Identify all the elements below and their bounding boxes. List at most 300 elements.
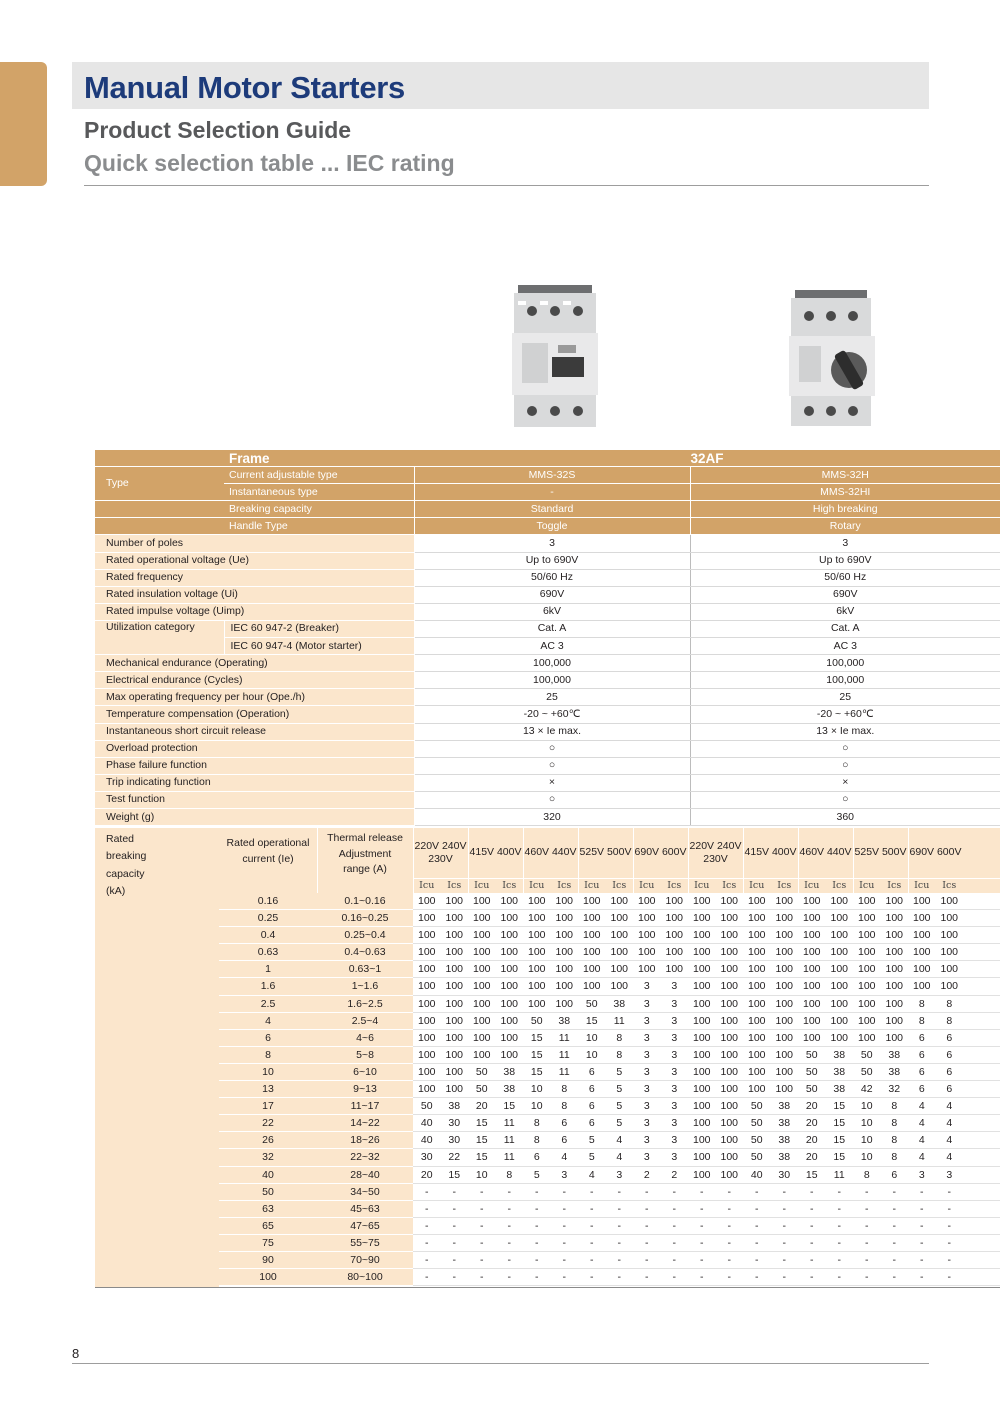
icu-label: Icu — [639, 880, 655, 891]
capacity-cell: 6 — [946, 1048, 953, 1061]
rated-current-cell: 50 — [219, 1184, 317, 1201]
capacity-cell: 15 — [585, 1014, 598, 1027]
capacity-cell: - — [452, 1202, 456, 1215]
spec-row: Trip indicating function × × — [95, 774, 1000, 791]
capacity-cell: - — [480, 1202, 484, 1215]
capacity-cell: 32 — [888, 1083, 901, 1096]
capacity-cell: 100 — [830, 963, 849, 976]
capacity-cell: - — [645, 1219, 649, 1232]
capacity-cell: 100 — [610, 929, 629, 942]
capacity-cell: 100 — [417, 912, 436, 925]
capacity-cell: 100 — [472, 997, 491, 1010]
capacity-cell: - — [782, 1253, 786, 1266]
thermal-range-cell: 55~75 — [317, 1235, 413, 1252]
capacity-cell: 100 — [885, 1014, 904, 1027]
thermal-range-cell: 6~10 — [317, 1064, 413, 1081]
capacity-cell: 100 — [857, 980, 876, 993]
capacity-cell: 100 — [720, 1014, 739, 1027]
thermal-range-cell: 4~6 — [317, 1030, 413, 1047]
capacity-cell: - — [700, 1202, 704, 1215]
capacity-cell: 3 — [671, 1014, 678, 1027]
capacity-cell: - — [562, 1236, 566, 1249]
capacity-cell: 50 — [530, 1014, 543, 1027]
capacity-cell: 100 — [885, 946, 904, 959]
capacity-cell: - — [865, 1185, 869, 1198]
capacity-cell: - — [920, 1202, 924, 1215]
capacity-cell: 100 — [500, 946, 519, 959]
rated-current-header: Rated operational current (Ie) — [226, 837, 310, 865]
capacity-cell: 100 — [692, 895, 711, 907]
capacity-cell: 8 — [946, 997, 953, 1010]
capacity-cell: 100 — [747, 929, 766, 942]
capacity-cell: 5 — [588, 1151, 595, 1164]
breaking-capacity-row — [219, 1184, 1000, 1201]
capacity-cell: - — [590, 1202, 594, 1215]
icu-label: Icu — [859, 880, 875, 891]
page-title: Manual Motor Starters — [84, 70, 405, 105]
capacity-cell: - — [425, 1253, 429, 1266]
capacity-cell: - — [590, 1271, 594, 1284]
breaking-capacity-row — [219, 1218, 1000, 1235]
capacity-cell: 100 — [720, 895, 739, 907]
ics-label: Ics — [447, 880, 462, 891]
capacity-cell: 4 — [588, 1168, 595, 1181]
capacity-cell: - — [947, 1202, 951, 1215]
thermal-range-cell: 11~17 — [317, 1098, 413, 1115]
capacity-cell: 6 — [946, 1065, 953, 1078]
capacity-cell: 100 — [500, 980, 519, 993]
capacity-cell: 100 — [720, 1065, 739, 1078]
capacity-cell: 11 — [833, 1168, 845, 1181]
capacity-cell: 4 — [561, 1151, 568, 1164]
breaking-capacity-row — [219, 1235, 1000, 1252]
capacity-cell: 100 — [637, 946, 656, 959]
capacity-cell: 15 — [833, 1117, 846, 1130]
capacity-cell: 100 — [665, 946, 684, 959]
thermal-range-cell: 0.25~0.4 — [317, 927, 413, 944]
capacity-cell: - — [617, 1185, 621, 1198]
capacity-cell: 100 — [445, 997, 464, 1010]
capacity-cell: - — [755, 1236, 759, 1249]
capacity-cell: 100 — [912, 912, 931, 925]
capacity-cell: 38 — [833, 1065, 846, 1078]
capacity-cell: - — [920, 1185, 924, 1198]
capacity-cell: - — [645, 1185, 649, 1198]
capacity-cell: 100 — [775, 1065, 794, 1078]
capacity-cell: 100 — [940, 963, 959, 976]
capacity-cell: - — [865, 1202, 869, 1215]
capacity-cell: 3 — [643, 1065, 650, 1078]
capacity-cell: 20 — [475, 1100, 488, 1113]
rated-current-cell: 8 — [219, 1047, 317, 1064]
capacity-cell: 100 — [555, 980, 574, 993]
breaking-capacity-row — [219, 1030, 1000, 1047]
capacity-cell: - — [755, 1185, 759, 1198]
ics-label: Ics — [502, 880, 517, 891]
capacity-cell: 100 — [802, 963, 821, 976]
capacity-cell: 100 — [417, 1065, 436, 1078]
capacity-cell: - — [672, 1236, 676, 1249]
capacity-cell: 100 — [912, 980, 931, 993]
capacity-cell: 100 — [445, 946, 464, 959]
capacity-cell: 100 — [417, 963, 436, 976]
capacity-cell: 100 — [830, 1014, 849, 1027]
capacity-cell: 8 — [616, 1048, 623, 1061]
capacity-cell: - — [672, 1271, 676, 1284]
capacity-cell: 8 — [616, 1031, 623, 1044]
capacity-cell: 38 — [503, 1065, 516, 1078]
rated-current-cell: 26 — [219, 1132, 317, 1149]
capacity-cell: 100 — [885, 980, 904, 993]
capacity-cell: 6 — [891, 1168, 898, 1181]
breaking-capacity-row — [219, 1115, 1000, 1132]
capacity-cell: 100 — [555, 997, 574, 1010]
capacity-cell: 100 — [720, 1151, 739, 1164]
capacity-cell: - — [920, 1219, 924, 1232]
capacity-cell: - — [700, 1236, 704, 1249]
capacity-cell: - — [480, 1253, 484, 1266]
capacity-cell: 100 — [692, 1014, 711, 1027]
capacity-cell: - — [535, 1253, 539, 1266]
capacity-cell: - — [645, 1202, 649, 1215]
capacity-cell: 38 — [833, 1083, 846, 1096]
capacity-cell: 5 — [616, 1083, 623, 1096]
capacity-cell: 3 — [671, 1031, 678, 1044]
capacity-cell: 42 — [860, 1083, 873, 1096]
capacity-cell: 100 — [445, 1031, 464, 1044]
capacity-cell: 4 — [918, 1117, 925, 1130]
capacity-cell: 3 — [671, 1048, 678, 1061]
capacity-cell: 100 — [610, 895, 629, 907]
breaking-capacity-row — [219, 1013, 1000, 1030]
capacity-cell: 100 — [445, 895, 464, 907]
capacity-cell: - — [507, 1219, 511, 1232]
capacity-cell: 15 — [530, 1065, 543, 1078]
capacity-cell: 100 — [582, 895, 601, 907]
capacity-cell: 50 — [750, 1134, 763, 1147]
capacity-cell: - — [755, 1271, 759, 1284]
rated-current-cell: 0.63 — [219, 944, 317, 961]
capacity-cell: - — [507, 1236, 511, 1249]
capacity-cell: - — [782, 1271, 786, 1284]
spec-row: Instantaneous short circuit release 13 × Ie max. 13 × Ie max. — [95, 723, 1000, 740]
capacity-cell: 50 — [860, 1065, 873, 1078]
capacity-cell: 100 — [472, 1014, 491, 1027]
voltage-header: 220V 240V 230V — [414, 839, 467, 865]
capacity-cell: 100 — [445, 1065, 464, 1078]
capacity-cell: - — [645, 1253, 649, 1266]
capacity-cell: 100 — [720, 1048, 739, 1061]
capacity-cell: 100 — [802, 1031, 821, 1044]
capacity-cell: 30 — [420, 1151, 433, 1164]
capacity-cell: 20 — [420, 1168, 433, 1181]
capacity-cell: 5 — [616, 1065, 623, 1078]
capacity-cell: 6 — [918, 1048, 925, 1061]
capacity-cell: 100 — [417, 1083, 436, 1096]
capacity-cell: - — [947, 1185, 951, 1198]
capacity-cell: 100 — [445, 929, 464, 942]
breaking-capacity-row — [219, 1201, 1000, 1218]
ics-label: Ics — [667, 880, 682, 891]
capacity-cell: 3 — [643, 1014, 650, 1027]
capacity-cell: - — [865, 1271, 869, 1284]
capacity-cell: - — [920, 1236, 924, 1249]
capacity-cell: 100 — [775, 1048, 794, 1061]
ics-label: Ics — [777, 880, 792, 891]
capacity-cell: - — [452, 1253, 456, 1266]
capacity-cell: 38 — [558, 1014, 571, 1027]
capacity-cell: 100 — [555, 929, 574, 942]
capacity-cell: 100 — [720, 912, 739, 925]
breaking-capacity-row — [219, 1167, 1000, 1184]
capacity-cell: 100 — [720, 929, 739, 942]
capacity-cell: 6 — [918, 1083, 925, 1096]
capacity-cell: 100 — [417, 929, 436, 942]
capacity-cell: - — [617, 1219, 621, 1232]
capacity-cell: 3 — [671, 997, 678, 1010]
ics-label: Ics — [722, 880, 737, 891]
capacity-cell: - — [617, 1236, 621, 1249]
capacity-cell: 11 — [613, 1014, 625, 1027]
capacity-cell: - — [810, 1219, 814, 1232]
capacity-cell: 15 — [475, 1151, 488, 1164]
capacity-cell: - — [727, 1219, 731, 1232]
capacity-cell: - — [480, 1219, 484, 1232]
capacity-cell: 5 — [616, 1117, 623, 1130]
capacity-cell: 6 — [588, 1083, 595, 1096]
capacity-cell: 100 — [802, 980, 821, 993]
capacity-cell: 100 — [775, 929, 794, 942]
capacity-cell: 100 — [802, 912, 821, 925]
capacity-cell: 50 — [805, 1083, 818, 1096]
thermal-range-cell: 70~90 — [317, 1252, 413, 1269]
capacity-cell: 100 — [885, 895, 904, 907]
capacity-cell: 100 — [940, 980, 959, 993]
capacity-cell: - — [507, 1202, 511, 1215]
capacity-cell: 100 — [692, 997, 711, 1010]
capacity-cell: - — [892, 1202, 896, 1215]
capacity-cell: 40 — [420, 1117, 433, 1130]
spec-row: Test function ○ ○ — [95, 791, 1000, 808]
capacity-cell: - — [947, 1236, 951, 1249]
capacity-cell: - — [590, 1219, 594, 1232]
capacity-cell: 100 — [555, 963, 574, 976]
icu-label: Icu — [474, 880, 490, 891]
breaking-capacity-row — [219, 944, 1000, 961]
capacity-cell: 15 — [448, 1168, 461, 1181]
thermal-range-cell: 1~1.6 — [317, 978, 413, 995]
capacity-cell: - — [782, 1185, 786, 1198]
spec-row: Electrical endurance (Cycles) 100,000 100,000 — [95, 672, 1000, 689]
thermal-range-cell: 0.16~0.25 — [317, 910, 413, 927]
capacity-cell: 50 — [805, 1048, 818, 1061]
capacity-cell: - — [837, 1271, 841, 1284]
capacity-cell: - — [425, 1236, 429, 1249]
capacity-cell: - — [892, 1271, 896, 1284]
rated-current-cell: 1.6 — [219, 978, 317, 995]
breaking-capacity-row — [219, 1081, 1000, 1098]
capacity-cell: 100 — [912, 963, 931, 976]
capacity-cell: 2 — [671, 1168, 678, 1181]
capacity-cell: - — [562, 1219, 566, 1232]
capacity-cell: 6 — [918, 1031, 925, 1044]
spec-row: Rated impulse voltage (Uimp) 6kV 6kV — [95, 603, 1000, 620]
handle-type-row: Handle Type Toggle Rotary — [95, 518, 1000, 535]
capacity-cell: - — [535, 1202, 539, 1215]
capacity-cell: 100 — [857, 1031, 876, 1044]
capacity-cell: 100 — [857, 895, 876, 907]
capacity-cell: - — [425, 1219, 429, 1232]
capacity-cell: 100 — [802, 997, 821, 1010]
capacity-cell: 6 — [561, 1117, 568, 1130]
capacity-cell: 8 — [918, 1014, 925, 1027]
capacity-cell: 11 — [558, 1065, 570, 1078]
capacity-cell: - — [810, 1202, 814, 1215]
type-label: Type — [95, 467, 224, 501]
capacity-cell: 22 — [448, 1151, 461, 1164]
capacity-cell: 100 — [747, 1083, 766, 1096]
capacity-cell: 100 — [857, 912, 876, 925]
capacity-cell: 11 — [503, 1117, 515, 1130]
capacity-cell: 100 — [940, 929, 959, 942]
capacity-cell: 8 — [891, 1134, 898, 1147]
voltage-header: 415V 400V — [469, 846, 522, 859]
capacity-cell: - — [672, 1219, 676, 1232]
capacity-cell: 100 — [527, 946, 546, 959]
capacity-cell: 100 — [885, 912, 904, 925]
rated-current-cell: 65 — [219, 1218, 317, 1235]
spec-row: Rated insulation voltage (Ui) 690V 690V — [95, 586, 1000, 603]
capacity-cell: 38 — [503, 1083, 516, 1096]
capacity-cell: 100 — [445, 1083, 464, 1096]
breaking-capacity-row — [219, 1047, 1000, 1064]
capacity-cell: - — [865, 1236, 869, 1249]
capacity-cell: 20 — [805, 1151, 818, 1164]
capacity-cell: 100 — [857, 1014, 876, 1027]
spec-row: Weight (g) 320 360 — [95, 808, 1000, 825]
capacity-cell: 100 — [665, 912, 684, 925]
capacity-cell: 100 — [582, 912, 601, 925]
breaking-capacity-row — [219, 1064, 1000, 1081]
capacity-cell: 100 — [472, 963, 491, 976]
capacity-cell: 100 — [747, 1048, 766, 1061]
page-subtitle: Product Selection Guide — [84, 117, 352, 143]
capacity-cell: 100 — [940, 912, 959, 925]
capacity-cell: 100 — [417, 980, 436, 993]
capacity-cell: 10 — [860, 1134, 873, 1147]
capacity-cell: - — [837, 1202, 841, 1215]
capacity-cell: - — [672, 1202, 676, 1215]
spec-row: Mechanical endurance (Operating) 100,000 100,000 — [95, 655, 1000, 672]
capacity-cell: 10 — [860, 1117, 873, 1130]
capacity-cell: 10 — [475, 1168, 488, 1181]
capacity-cell: 100 — [527, 912, 546, 925]
voltage-header: 690V 600V — [634, 846, 687, 859]
capacity-cell: 100 — [775, 912, 794, 925]
capacity-cell: 100 — [692, 1168, 711, 1181]
capacity-cell: 10 — [530, 1100, 543, 1113]
capacity-cell: 3 — [918, 1168, 925, 1181]
capacity-cell: - — [810, 1185, 814, 1198]
capacity-cell: 100 — [912, 946, 931, 959]
capacity-cell: - — [727, 1185, 731, 1198]
capacity-cell: - — [727, 1236, 731, 1249]
rated-current-cell: 17 — [219, 1098, 317, 1115]
capacity-cell: 100 — [692, 980, 711, 993]
spec-row: Number of poles 3 3 — [95, 535, 1000, 552]
capacity-cell: 100 — [775, 1031, 794, 1044]
capacity-cell: - — [892, 1253, 896, 1266]
capacity-cell: 100 — [775, 980, 794, 993]
capacity-cell: 100 — [940, 895, 959, 907]
capacity-cell: 100 — [747, 895, 766, 907]
thermal-range-cell: 2.5~4 — [317, 1013, 413, 1030]
capacity-cell: 100 — [692, 1048, 711, 1061]
capacity-cell: 30 — [448, 1117, 461, 1130]
rated-current-cell: 100 — [219, 1269, 317, 1286]
capacity-cell: 10 — [860, 1151, 873, 1164]
capacity-cell: 3 — [643, 1151, 650, 1164]
icu-label: Icu — [694, 880, 710, 891]
capacity-cell: - — [700, 1271, 704, 1284]
capacity-cell: 100 — [417, 1031, 436, 1044]
capacity-cell: 100 — [830, 929, 849, 942]
thermal-range-cell: 22~32 — [317, 1149, 413, 1166]
capacity-cell: 3 — [671, 1117, 678, 1130]
thermal-range-cell: 9~13 — [317, 1081, 413, 1098]
capacity-cell: - — [892, 1185, 896, 1198]
spec-table — [95, 450, 1000, 826]
rated-current-cell: 75 — [219, 1235, 317, 1252]
breaking-capacity-row — [219, 927, 1000, 944]
capacity-cell: 8 — [918, 997, 925, 1010]
capacity-cell: - — [810, 1236, 814, 1249]
capacity-cell: 100 — [500, 1048, 519, 1061]
breaking-capacity-row: Breaking capacity Standard High breaking — [95, 501, 1000, 518]
capacity-cell: - — [782, 1236, 786, 1249]
capacity-cell: 100 — [637, 963, 656, 976]
capacity-cell: 100 — [610, 980, 629, 993]
capacity-cell: 100 — [720, 963, 739, 976]
capacity-cell: 100 — [472, 946, 491, 959]
capacity-cell: 40 — [420, 1134, 433, 1147]
ics-label: Ics — [557, 880, 572, 891]
capacity-cell: - — [535, 1236, 539, 1249]
capacity-cell: 100 — [747, 980, 766, 993]
capacity-cell: 100 — [720, 980, 739, 993]
capacity-cell: - — [562, 1253, 566, 1266]
capacity-cell: 100 — [692, 1065, 711, 1078]
capacity-cell: 100 — [885, 963, 904, 976]
thermal-range-cell: 34~50 — [317, 1184, 413, 1201]
thermal-range-cell: 0.63~1 — [317, 961, 413, 978]
capacity-cell: 100 — [472, 1048, 491, 1061]
capacity-cell: 100 — [857, 997, 876, 1010]
thermal-range-cell: 5~8 — [317, 1047, 413, 1064]
rated-current-cell: 0.16 — [219, 893, 317, 910]
capacity-cell: 100 — [885, 997, 904, 1010]
capacity-cell: 100 — [500, 997, 519, 1010]
capacity-cell: 40 — [750, 1168, 763, 1181]
capacity-cell: 6 — [918, 1065, 925, 1078]
capacity-cell: 100 — [775, 1083, 794, 1096]
capacity-cell: 8 — [561, 1083, 568, 1096]
capacity-cell: 6 — [561, 1134, 568, 1147]
capacity-cell: 100 — [830, 912, 849, 925]
capacity-cell: 3 — [643, 997, 650, 1010]
capacity-cell: - — [617, 1202, 621, 1215]
capacity-cell: 100 — [720, 1117, 739, 1130]
